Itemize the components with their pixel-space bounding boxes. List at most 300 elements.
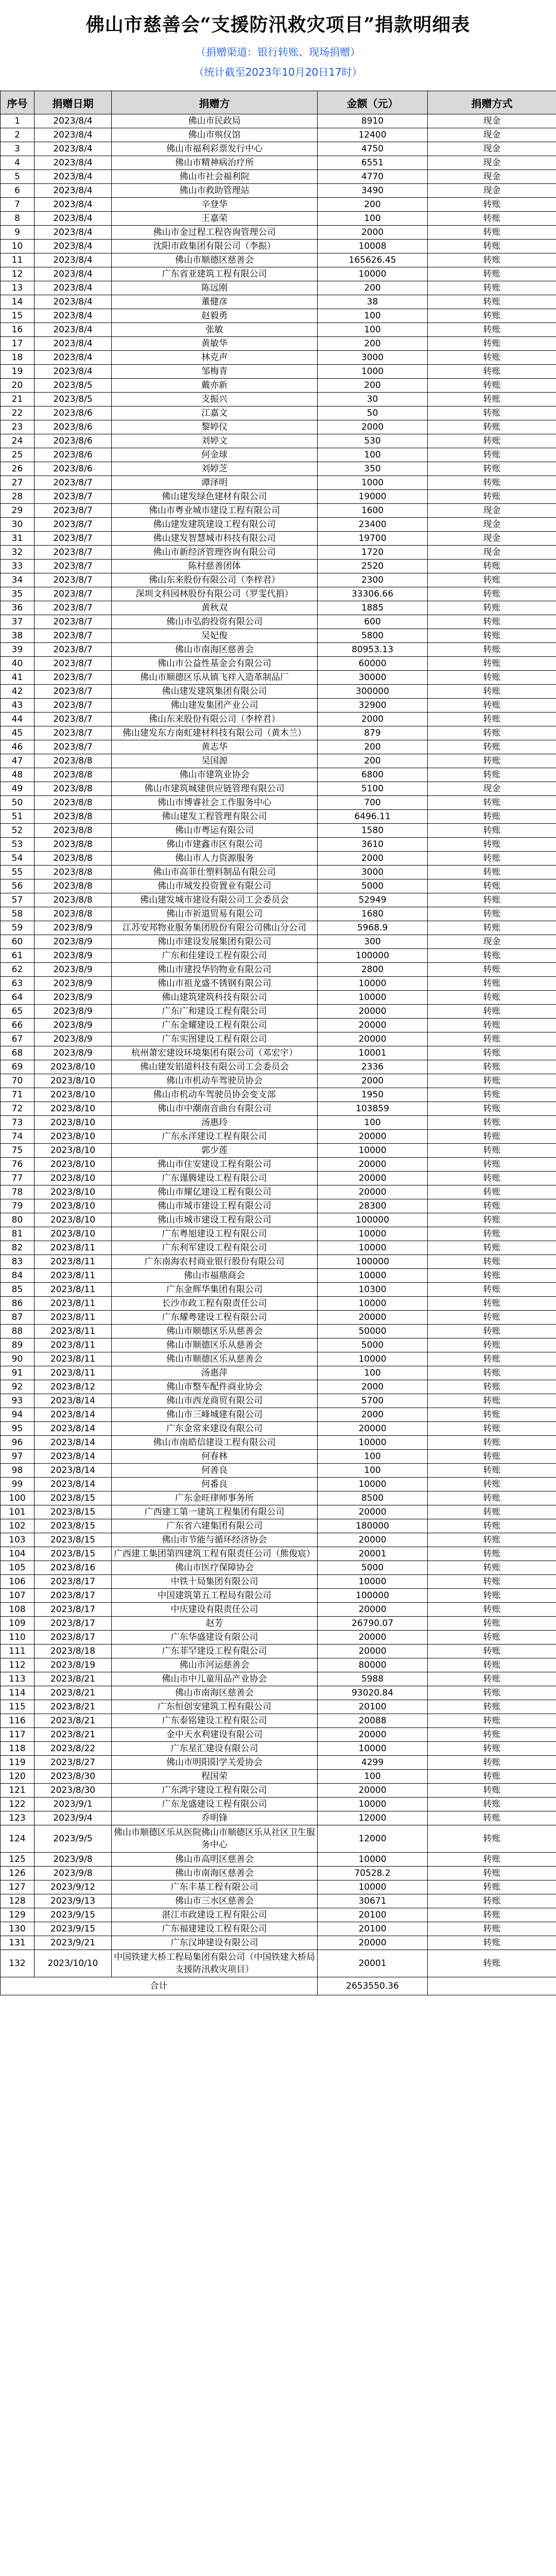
row-date: 2023/9/8	[34, 1867, 112, 1880]
row-donor: 佛山市弘韵投资有限公司	[112, 615, 318, 629]
row-donor: 中国铁建大桥工程局集团有限公司（中国铁建大桥局 支援防汛救灾项目）	[112, 1950, 318, 1977]
row-index: 50	[1, 796, 34, 810]
row-donor: 中庆建设有限责任公司	[112, 1603, 318, 1617]
row-amount: 100000	[318, 1589, 428, 1603]
row-method: 转账	[428, 365, 556, 379]
row-amount: 200	[318, 379, 428, 393]
row-donor: 佛山市建鑫市区有限公司	[112, 838, 318, 852]
row-donor: 广东丰基工程有限公司	[112, 1880, 318, 1894]
table-row	[1, 1046, 556, 1060]
total-value: 2653550.36	[318, 1977, 428, 1995]
row-date: 2023/8/4	[34, 240, 112, 253]
row-amount: 4299	[318, 1756, 428, 1770]
row-method: 转账	[428, 1032, 556, 1046]
row-amount: 1600	[318, 504, 428, 518]
row-index: 33	[1, 560, 34, 573]
table-row	[1, 365, 556, 379]
row-index: 44	[1, 713, 34, 726]
row-index: 64	[1, 991, 34, 1005]
row-index: 110	[1, 1631, 34, 1645]
row-index: 87	[1, 1311, 34, 1325]
row-date: 2023/9/15	[34, 1922, 112, 1936]
row-method: 转账	[428, 699, 556, 713]
table-row	[1, 1283, 556, 1297]
row-amount: 2000	[318, 713, 428, 726]
row-donor: 黄秋双	[112, 601, 318, 615]
row-method: 转账	[428, 253, 556, 267]
row-index: 81	[1, 1227, 34, 1241]
row-method: 转账	[428, 1908, 556, 1922]
table-row	[1, 379, 556, 393]
table-row	[1, 1297, 556, 1311]
row-amount: 80000	[318, 1658, 428, 1672]
row-date: 2023/8/7	[34, 643, 112, 657]
table-row	[1, 1255, 556, 1269]
row-amount: 100	[318, 1366, 428, 1380]
subtitle-cutoff: （统计截至2023年10月20日17时）	[194, 66, 362, 78]
row-method: 转账	[428, 852, 556, 866]
table-row	[1, 893, 556, 907]
row-index: 127	[1, 1880, 34, 1894]
table-row	[1, 1338, 556, 1352]
row-index: 23	[1, 420, 34, 434]
row-date: 2023/8/15	[34, 1533, 112, 1547]
row-method: 转账	[428, 671, 556, 685]
row-date: 2023/8/8	[34, 768, 112, 782]
row-index: 71	[1, 1088, 34, 1102]
row-donor: 广东广和建设工程有限公司	[112, 1005, 318, 1019]
row-index: 105	[1, 1561, 34, 1575]
row-donor: 广东金耀建设工程有限公司	[112, 1019, 318, 1032]
row-amount: 26790.07	[318, 1617, 428, 1631]
row-date: 2023/8/17	[34, 1631, 112, 1645]
row-amount: 10000	[318, 1880, 428, 1894]
row-donor: 佛山建发工程管理有限公司	[112, 810, 318, 824]
table-row	[1, 1880, 556, 1894]
row-donor: 谭泽明	[112, 476, 318, 490]
row-amount: 52949	[318, 893, 428, 907]
row-donor: 佛山市机动车驾驶员协会变支部	[112, 1088, 318, 1102]
row-date: 2023/8/14	[34, 1478, 112, 1492]
table-header-row	[1, 91, 556, 114]
row-date: 2023/8/4	[34, 351, 112, 365]
row-amount: 10000	[318, 1436, 428, 1450]
row-amount: 10000	[318, 1297, 428, 1311]
row-amount: 6551	[318, 156, 428, 170]
table-row	[1, 448, 556, 462]
row-donor: 佛山东来股份有限公司（李梓君）	[112, 713, 318, 726]
row-amount: 10000	[318, 1575, 428, 1589]
row-amount: 20100	[318, 1922, 428, 1936]
row-amount: 180000	[318, 1519, 428, 1533]
row-method: 转账	[428, 768, 556, 782]
row-amount: 1885	[318, 601, 428, 615]
row-donor: 佛山市福鼎商会	[112, 1269, 318, 1283]
row-index: 97	[1, 1450, 34, 1464]
row-method: 转账	[428, 838, 556, 852]
row-date: 2023/8/10	[34, 1158, 112, 1172]
row-donor: 广东汉坤建设有限公司	[112, 1936, 318, 1950]
row-donor: 郭少莲	[112, 1144, 318, 1158]
row-date: 2023/8/7	[34, 546, 112, 560]
row-index: 2	[1, 128, 34, 142]
row-index: 31	[1, 532, 34, 546]
row-amount: 20000	[318, 1603, 428, 1617]
row-method: 现金	[428, 184, 556, 198]
row-donor: 佛山市博睿社会工作服务中心	[112, 796, 318, 810]
row-amount: 19000	[318, 490, 428, 504]
row-method: 现金	[428, 782, 556, 796]
row-index: 51	[1, 810, 34, 824]
row-method: 转账	[428, 1464, 556, 1478]
row-date: 2023/9/8	[34, 1853, 112, 1867]
row-amount: 38	[318, 295, 428, 309]
row-date: 2023/8/4	[34, 128, 112, 142]
row-index: 120	[1, 1770, 34, 1784]
row-index: 124	[1, 1825, 34, 1853]
row-date: 2023/8/4	[34, 142, 112, 156]
row-method: 转账	[428, 1547, 556, 1561]
table-row	[1, 879, 556, 893]
row-donor: 赵毅勇	[112, 309, 318, 323]
row-donor: 程国荣	[112, 1770, 318, 1784]
row-method: 转账	[428, 309, 556, 323]
row-date: 2023/8/14	[34, 1394, 112, 1408]
row-amount: 20000	[318, 1631, 428, 1645]
table-row	[1, 142, 556, 156]
row-amount: 10000	[318, 1742, 428, 1756]
row-date: 2023/8/9	[34, 935, 112, 949]
row-date: 2023/8/18	[34, 1645, 112, 1658]
row-index: 17	[1, 337, 34, 351]
subtitle-channel: （捐赠渠道：银行转账、现场捐赠）	[196, 46, 360, 58]
row-method: 转账	[428, 1408, 556, 1422]
row-date: 2023/8/4	[34, 323, 112, 337]
row-amount: 50000	[318, 1325, 428, 1338]
row-amount: 70528.2	[318, 1867, 428, 1880]
row-date: 2023/8/11	[34, 1352, 112, 1366]
row-method: 转账	[428, 629, 556, 643]
row-method: 转账	[428, 615, 556, 629]
row-method: 转账	[428, 198, 556, 212]
row-date: 2023/8/9	[34, 1019, 112, 1032]
table-row	[1, 1325, 556, 1338]
table-row	[1, 991, 556, 1005]
row-date: 2023/8/7	[34, 504, 112, 518]
table-row	[1, 1019, 556, 1032]
row-date: 2023/8/7	[34, 726, 112, 740]
row-index: 24	[1, 434, 34, 448]
row-index: 42	[1, 685, 34, 699]
row-amount: 60000	[318, 657, 428, 671]
row-index: 114	[1, 1686, 34, 1700]
row-method: 转账	[428, 754, 556, 768]
table-row	[1, 1922, 556, 1936]
row-method: 转账	[428, 1102, 556, 1116]
row-index: 67	[1, 1032, 34, 1046]
row-method: 转账	[428, 1144, 556, 1158]
row-date: 2023/8/8	[34, 796, 112, 810]
row-donor: 何春林	[112, 1450, 318, 1464]
table-row	[1, 935, 556, 949]
row-amount: 5000	[318, 879, 428, 893]
row-method: 转账	[428, 1798, 556, 1811]
table-row	[1, 1269, 556, 1283]
row-index: 13	[1, 281, 34, 295]
row-date: 2023/8/10	[34, 1227, 112, 1241]
table-row	[1, 184, 556, 198]
table-row	[1, 434, 556, 448]
table-row	[1, 740, 556, 754]
row-date: 2023/8/15	[34, 1505, 112, 1519]
row-donor: 广东南海农村商业银行股份有限公司	[112, 1255, 318, 1269]
row-donor: 佛山市顺德区乐从镇飞祥入造革制品厂	[112, 671, 318, 685]
row-donor: 广东菲罕建设工程有限公司	[112, 1645, 318, 1658]
row-method: 现金	[428, 156, 556, 170]
row-date: 2023/8/21	[34, 1728, 112, 1742]
row-method: 转账	[428, 1380, 556, 1394]
table-row	[1, 1589, 556, 1603]
row-method: 转账	[428, 1074, 556, 1088]
row-index: 54	[1, 852, 34, 866]
table-row	[1, 156, 556, 170]
row-amount: 5100	[318, 782, 428, 796]
row-index: 89	[1, 1338, 34, 1352]
row-date: 2023/8/16	[34, 1561, 112, 1575]
row-date: 2023/8/7	[34, 601, 112, 615]
row-date: 2023/8/8	[34, 782, 112, 796]
row-amount: 2300	[318, 573, 428, 587]
row-index: 27	[1, 476, 34, 490]
row-method: 转账	[428, 1603, 556, 1617]
row-method: 现金	[428, 532, 556, 546]
row-method: 转账	[428, 1422, 556, 1436]
table-row	[1, 1700, 556, 1714]
row-index: 85	[1, 1283, 34, 1297]
row-method: 转账	[428, 713, 556, 726]
row-index: 65	[1, 1005, 34, 1019]
row-donor: 广东金常来建设有限公司	[112, 1422, 318, 1436]
row-date: 2023/8/7	[34, 629, 112, 643]
row-amount: 2000	[318, 1408, 428, 1422]
table-row	[1, 1908, 556, 1922]
row-donor: 广西建工集团第四建筑工程有限责任公司（熊俊宸）	[112, 1547, 318, 1561]
row-index: 39	[1, 643, 34, 657]
table-row	[1, 128, 556, 142]
row-donor: 佛山市建投华钧物业有限公司	[112, 963, 318, 977]
table-row	[1, 1241, 556, 1255]
row-date: 2023/8/21	[34, 1714, 112, 1728]
row-donor: 佛山市机动车驾驶员协会	[112, 1074, 318, 1088]
row-donor: 佛山市耀亿建设工程有限公司	[112, 1185, 318, 1199]
table-row	[1, 1825, 556, 1853]
row-method: 转账	[428, 1046, 556, 1060]
row-donor: 佛山市医疗保障协会	[112, 1561, 318, 1575]
row-index: 37	[1, 615, 34, 629]
row-index: 66	[1, 1019, 34, 1032]
table-row	[1, 1950, 556, 1977]
row-date: 2023/8/9	[34, 991, 112, 1005]
table-row	[1, 1032, 556, 1046]
row-amount: 12000	[318, 1811, 428, 1825]
row-amount: 1680	[318, 907, 428, 921]
donation-table	[0, 91, 556, 1995]
row-index: 28	[1, 490, 34, 504]
row-amount: 2520	[318, 560, 428, 573]
row-donor: 乔明锋	[112, 1811, 318, 1825]
row-donor: 佛山市南海区慈善会	[112, 1867, 318, 1880]
row-index: 130	[1, 1922, 34, 1936]
row-method: 转账	[428, 1199, 556, 1213]
table-row	[1, 671, 556, 685]
row-donor: 金中天水利建设有限公司	[112, 1728, 318, 1742]
row-donor: 佛山市南海区慈善会	[112, 1686, 318, 1700]
row-donor: 黄志华	[112, 740, 318, 754]
row-index: 126	[1, 1867, 34, 1880]
row-method: 转账	[428, 1060, 556, 1074]
row-donor: 佛山市中潮南音曲台有限公司	[112, 1102, 318, 1116]
table-row	[1, 782, 556, 796]
row-index: 8	[1, 212, 34, 226]
row-donor: 杭州萧宏建设环境集团有限公司（邓宏宇）	[112, 1046, 318, 1060]
row-donor: 广东实图建设工程有限公司	[112, 1032, 318, 1046]
row-donor: 广东恒创安建筑工程有限公司	[112, 1700, 318, 1714]
table-row	[1, 1436, 556, 1450]
row-index: 98	[1, 1464, 34, 1478]
row-method: 转账	[428, 226, 556, 240]
row-index: 108	[1, 1603, 34, 1617]
row-method: 转账	[428, 1867, 556, 1880]
row-method: 现金	[428, 546, 556, 560]
row-amount: 200	[318, 198, 428, 212]
row-method: 转账	[428, 1283, 556, 1297]
row-index: 49	[1, 782, 34, 796]
row-date: 2023/8/8	[34, 838, 112, 852]
row-date: 2023/8/7	[34, 560, 112, 573]
row-amount: 20000	[318, 1185, 428, 1199]
row-amount: 100000	[318, 1255, 428, 1269]
row-index: 112	[1, 1658, 34, 1672]
row-method: 转账	[428, 1936, 556, 1950]
row-amount: 200	[318, 337, 428, 351]
row-index: 77	[1, 1172, 34, 1185]
row-index: 115	[1, 1700, 34, 1714]
table-row	[1, 462, 556, 476]
row-index: 3	[1, 142, 34, 156]
header	[0, 0, 556, 91]
row-amount: 165626.45	[318, 253, 428, 267]
row-method: 转账	[428, 1519, 556, 1533]
row-date: 2023/8/4	[34, 226, 112, 240]
row-donor: 陈远刚	[112, 281, 318, 295]
row-method: 转账	[428, 1213, 556, 1227]
row-index: 59	[1, 921, 34, 935]
row-amount: 32900	[318, 699, 428, 713]
row-date: 2023/8/10	[34, 1074, 112, 1088]
row-amount: 20000	[318, 1019, 428, 1032]
row-donor: 佛山市福利彩票发行中心	[112, 142, 318, 156]
table-row	[1, 573, 556, 587]
row-amount: 3490	[318, 184, 428, 198]
table-row	[1, 1617, 556, 1631]
row-method: 转账	[428, 393, 556, 406]
row-date: 2023/8/8	[34, 754, 112, 768]
row-amount: 6800	[318, 768, 428, 782]
row-date: 2023/8/11	[34, 1283, 112, 1297]
row-amount: 20000	[318, 1505, 428, 1519]
row-amount: 5000	[318, 1338, 428, 1352]
row-donor: 广东泰铭建设工程有限公司	[112, 1714, 318, 1728]
row-method: 现金	[428, 504, 556, 518]
row-index: 83	[1, 1255, 34, 1269]
row-amount: 20000	[318, 1936, 428, 1950]
row-method: 转账	[428, 1825, 556, 1853]
row-amount: 30	[318, 393, 428, 406]
row-donor: 何番良	[112, 1478, 318, 1492]
table-row	[1, 1352, 556, 1366]
row-amount: 200	[318, 281, 428, 295]
row-date: 2023/8/15	[34, 1492, 112, 1505]
table-row	[1, 490, 556, 504]
table-row	[1, 198, 556, 212]
row-amount: 100	[318, 323, 428, 337]
row-amount: 3610	[318, 838, 428, 852]
row-date: 2023/8/9	[34, 977, 112, 991]
row-donor: 佛山市南皓信建设工程有限公司	[112, 1436, 318, 1450]
row-index: 46	[1, 740, 34, 754]
row-index: 84	[1, 1269, 34, 1283]
row-amount: 350	[318, 462, 428, 476]
row-amount: 100	[318, 1116, 428, 1130]
table-row	[1, 754, 556, 768]
row-date: 2023/8/6	[34, 420, 112, 434]
row-method: 转账	[428, 1005, 556, 1019]
row-method: 转账	[428, 1686, 556, 1700]
row-date: 2023/8/4	[34, 212, 112, 226]
row-amount: 12000	[318, 1825, 428, 1853]
row-method: 转账	[428, 587, 556, 601]
table-row	[1, 1936, 556, 1950]
row-method: 转账	[428, 267, 556, 281]
row-method: 转账	[428, 921, 556, 935]
row-method: 转账	[428, 685, 556, 699]
table-row	[1, 838, 556, 852]
row-donor: 佛山市殡仪馆	[112, 128, 318, 142]
row-amount: 5968.9	[318, 921, 428, 935]
row-amount: 20000	[318, 1728, 428, 1742]
row-donor: 广东谨腾建设工程有限公司	[112, 1172, 318, 1185]
row-donor: 佛山市节能与循环经济协会	[112, 1533, 318, 1547]
row-index: 26	[1, 462, 34, 476]
table-row	[1, 267, 556, 281]
table-row	[1, 1561, 556, 1575]
row-amount: 3000	[318, 866, 428, 879]
table-row	[1, 1575, 556, 1589]
row-amount: 4750	[318, 142, 428, 156]
total-method-empty	[428, 1977, 556, 1995]
table-row	[1, 393, 556, 406]
row-donor: 邹梅青	[112, 365, 318, 379]
row-donor: 佛山市城市建设工程有限公司	[112, 1213, 318, 1227]
row-method: 转账	[428, 420, 556, 434]
row-method: 转账	[428, 949, 556, 963]
row-method: 转账	[428, 1088, 556, 1102]
row-donor: 何金球	[112, 448, 318, 462]
row-amount: 10001	[318, 1046, 428, 1060]
row-method: 现金	[428, 128, 556, 142]
row-index: 15	[1, 309, 34, 323]
table-row	[1, 629, 556, 643]
